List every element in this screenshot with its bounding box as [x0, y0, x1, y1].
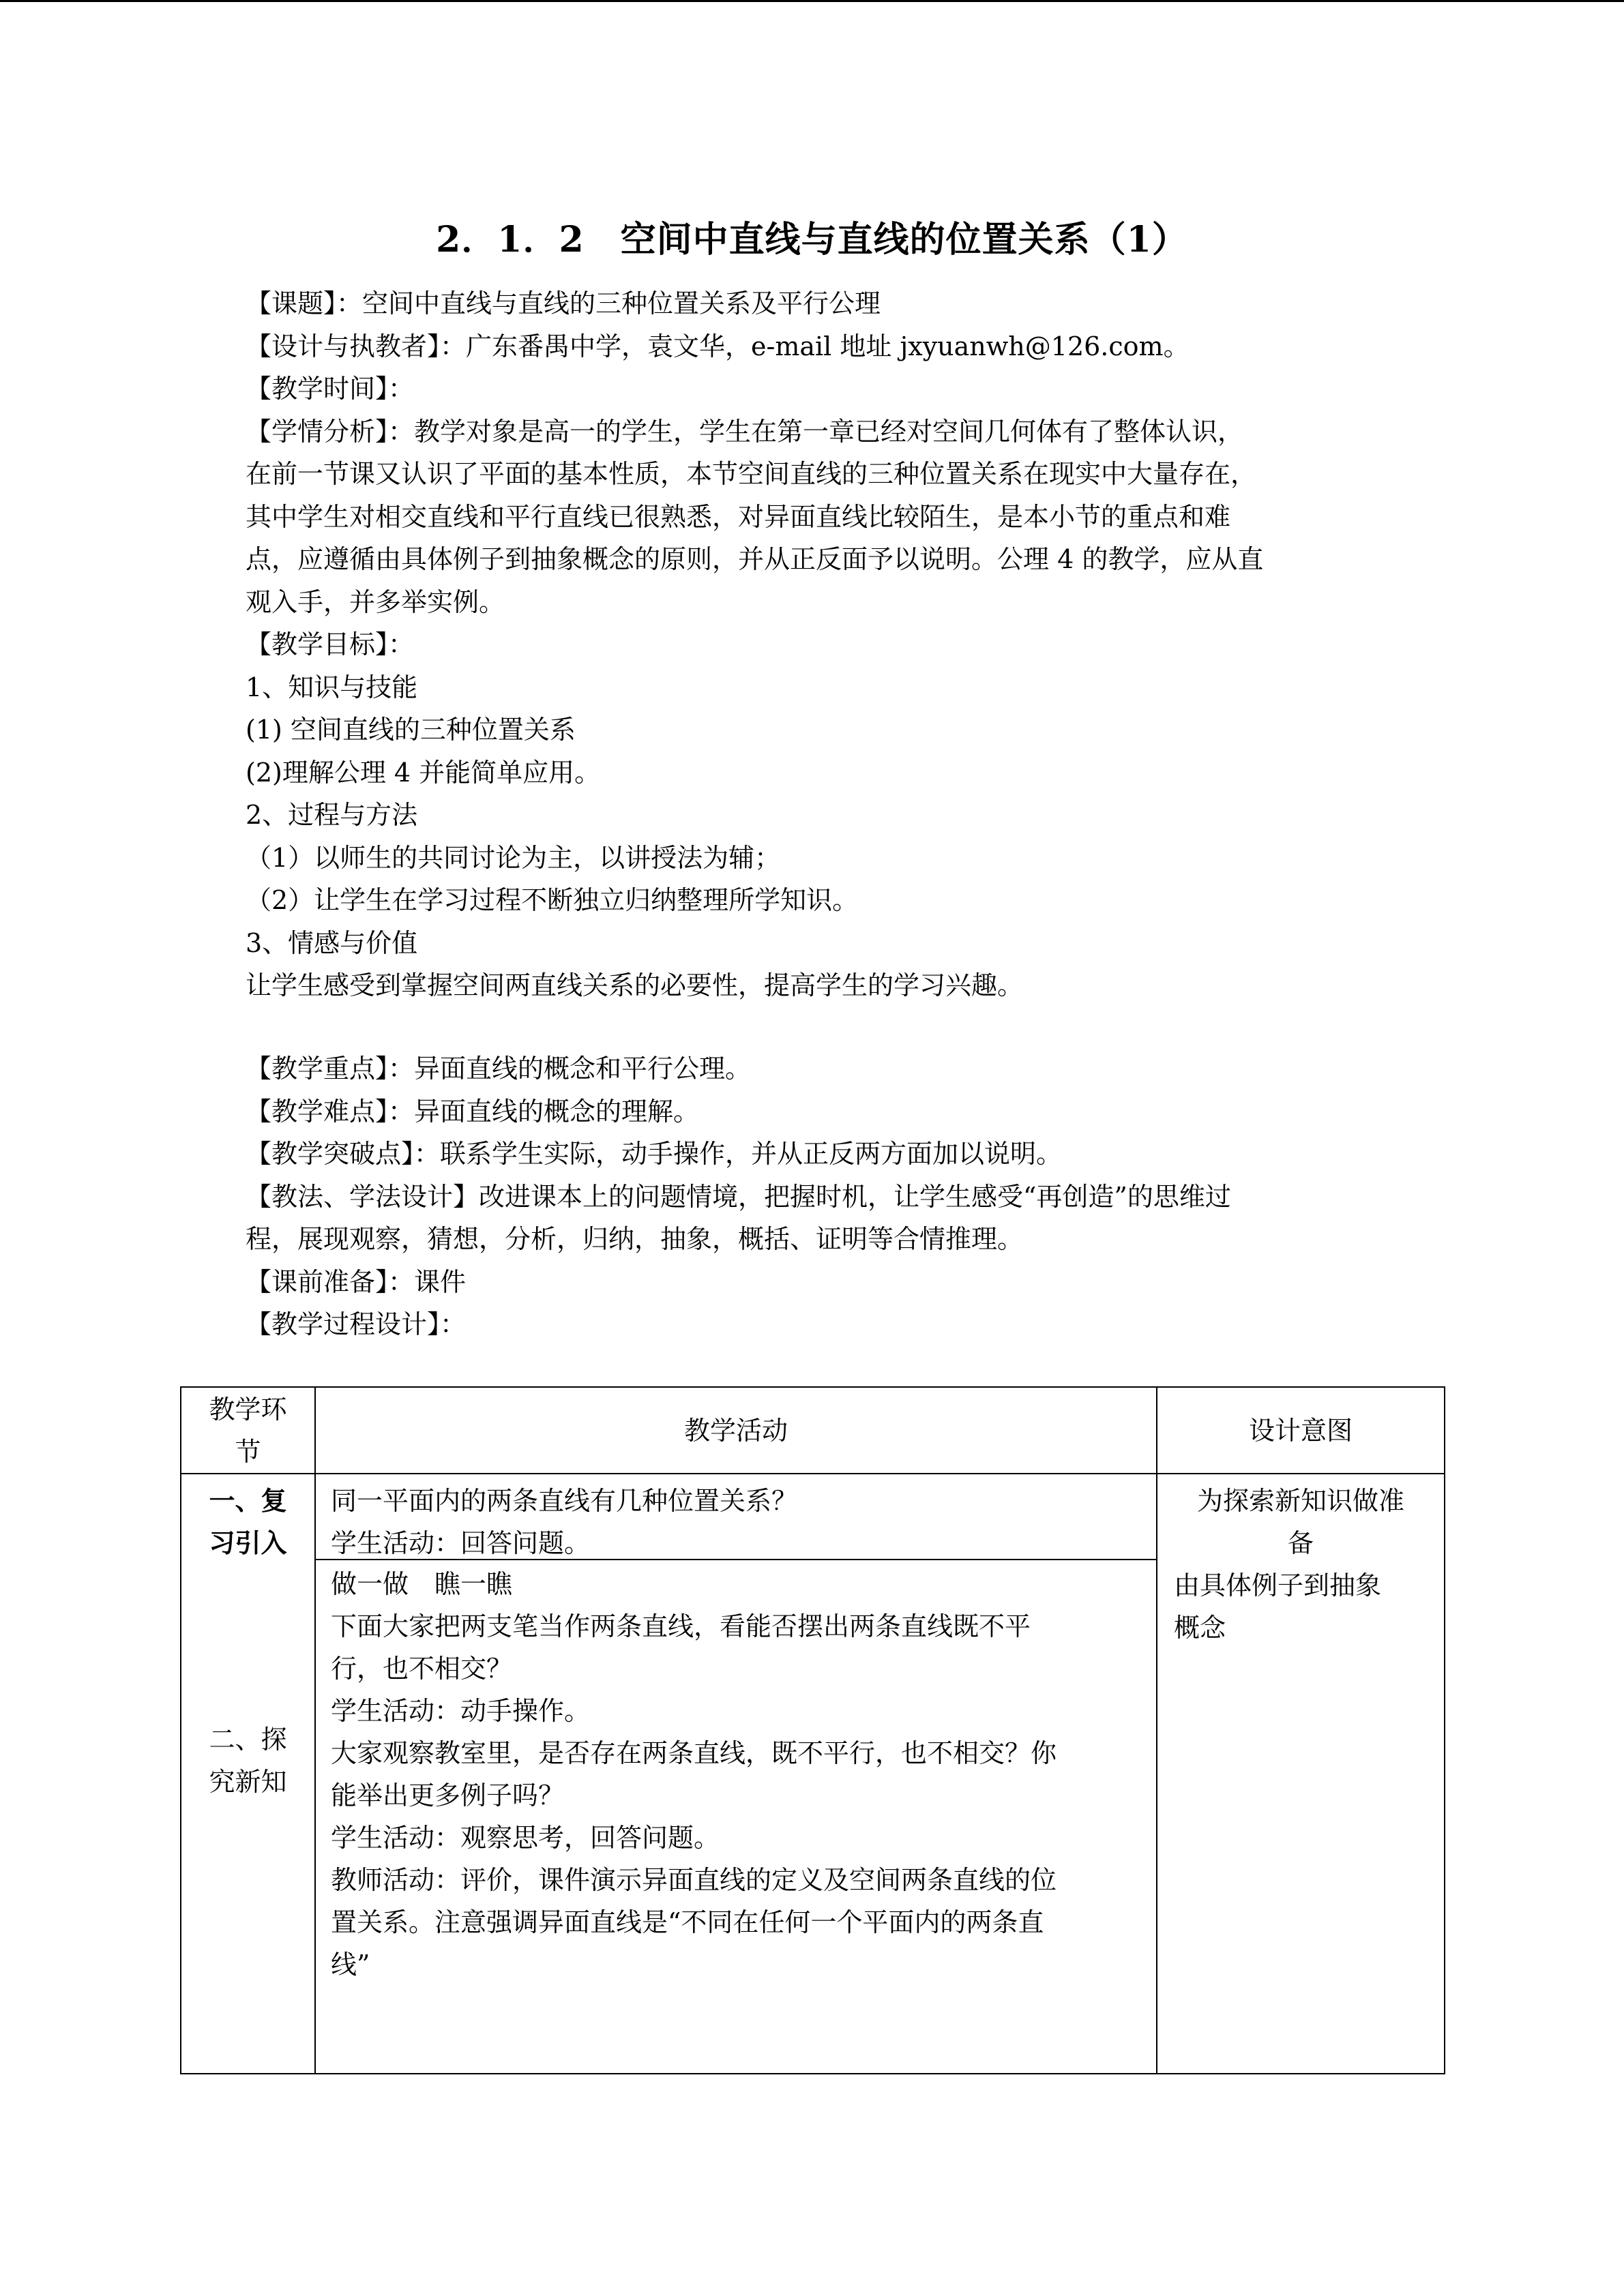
goal-knowledge-item: (2)理解公理 4 并能简单应用。 [246, 757, 601, 788]
activity-line: 能举出更多例子吗？ [331, 1780, 565, 1810]
goal-process-item: （2）让学生在学习过程不断独立归纳整理所学知识。 [246, 885, 859, 915]
goal-process: 2、过程与方法 [246, 800, 418, 830]
activity-line: 做一做 瞧一瞧 [331, 1569, 513, 1599]
activity-block-review [316, 1474, 1156, 1559]
goal-process-item: （1）以师生的共同讨论为主，以讲授法为辅； [246, 842, 781, 873]
stage-review-line: 习引入 [209, 1527, 287, 1558]
analysis-line: 在前一节课又认识了平面的基本性质，本节空间直线的三种位置关系在现实中大量存在， [246, 459, 1257, 489]
goals-heading: 【教学目标】： [246, 629, 415, 659]
goal-emotion: 3、情感与价值 [246, 927, 418, 958]
activity-block-explore [316, 1560, 1156, 1986]
activity-line: 同一平面内的两条直线有几种位置关系？ [331, 1486, 798, 1516]
intent-review [1157, 1474, 1444, 1564]
stage-review [181, 1474, 314, 1564]
activity-line: 学生活动：动手操作。 [331, 1696, 591, 1726]
intent-line: 概念 [1174, 1613, 1226, 1643]
header-intent: 设计意图 [1157, 1387, 1445, 1474]
difficulty-line: 【教学难点】：异面直线的概念的理解。 [246, 1096, 700, 1127]
intent-line: 由具体例子到抽象 [1174, 1570, 1382, 1600]
method-line: 【教法、学法设计】改进课本上的问题情境，把握时机，让学生感受“再创造”的思维过 [246, 1181, 1231, 1212]
activity-line: 学生活动：回答问题。 [331, 1528, 591, 1558]
header-activity: 教学活动 [315, 1387, 1157, 1474]
lesson-design-block [246, 1047, 1371, 1346]
process-heading: 【教学过程设计】： [246, 1309, 467, 1339]
page-title: 2．1．2 空间中直线与直线的位置关系（1） [436, 219, 1188, 260]
activity-line: 行，也不相交？ [331, 1654, 513, 1684]
header-stage [181, 1387, 315, 1474]
teaching-process-table [180, 1386, 1445, 2074]
goal-emotion-item: 让学生感受到掌握空间两直线关系的必要性，提高学生的学习兴趣。 [246, 970, 1024, 1000]
topic-line: 【课题】：空间中直线与直线的三种位置关系及平行公理 [246, 288, 881, 318]
key-point-line: 【教学重点】：异面直线的概念和平行公理。 [246, 1054, 752, 1084]
lesson-info-block [246, 282, 1371, 1007]
activity-line: 教师活动：评价，课件演示异面直线的定义及空间两条直线的位 [331, 1865, 1057, 1895]
goal-knowledge: 1、知识与技能 [246, 672, 418, 702]
stage-review-line: 一、复 [209, 1485, 287, 1516]
teaching-time-line: 【教学时间】： [246, 374, 415, 404]
analysis-line: 【学情分析】：教学对象是高一的学生，学生在第一章已经对空间几何体有了整体认识， [246, 416, 1244, 447]
intent-line: 为探索新知识做准 [1196, 1486, 1404, 1516]
activity-line: 线” [331, 1950, 370, 1980]
activity-line: 置关系。注意强调异面直线是“不同在任何一个平面内的两条直 [331, 1907, 1044, 1937]
intent-line: 备 [1287, 1528, 1314, 1558]
activity-line: 大家观察教室里，是否存在两条直线，既不平行，也不相交？你 [331, 1738, 1057, 1768]
intent-cell [1157, 1474, 1445, 2074]
activity-cell [315, 1474, 1157, 2074]
method-line: 程，展现观察，猜想，分析，归纳，抽象，概括、证明等合情推理。 [246, 1224, 1024, 1254]
stage-explore-line: 究新知 [209, 1767, 287, 1797]
analysis-line: 其中学生对相交直线和平行直线已很熟悉，对异面直线比较陌生，是本小节的重点和难 [246, 501, 1231, 532]
table-header-row [181, 1387, 1445, 1474]
activity-line: 下面大家把两支笔当作两条直线，看能否摆出两条直线既不平 [331, 1611, 1031, 1641]
top-border-line [0, 0, 1624, 2]
analysis-line: 观入手，并多举实例。 [246, 586, 505, 617]
analysis-line: 点，应遵循由具体例子到抽象概念的原则，并从正反面予以说明。公理 4 的教学，应从直 [246, 544, 1264, 574]
stage-explore [181, 1564, 314, 1803]
goal-knowledge-item: (1) 空间直线的三种位置关系 [246, 715, 576, 745]
table-row [181, 1474, 1445, 2074]
designer-line: 【设计与执教者】：广东番禺中学，袁文华，e-mail 地址 jxyuanwh@126.com。 [246, 331, 1190, 361]
stage-cell [181, 1474, 315, 2074]
preparation-line: 【课前准备】：课件 [246, 1266, 467, 1297]
breakthrough-line: 【教学突破点】：联系学生实际，动手操作，并从正反两方面加以说明。 [246, 1139, 1063, 1169]
activity-line: 学生活动：观察思考，回答问题。 [331, 1823, 720, 1853]
stage-explore-line: 二、探 [209, 1725, 287, 1755]
header-stage-line: 教学环 [209, 1394, 287, 1425]
header-stage-line: 节 [235, 1436, 261, 1467]
intent-explore [1157, 1564, 1444, 1649]
